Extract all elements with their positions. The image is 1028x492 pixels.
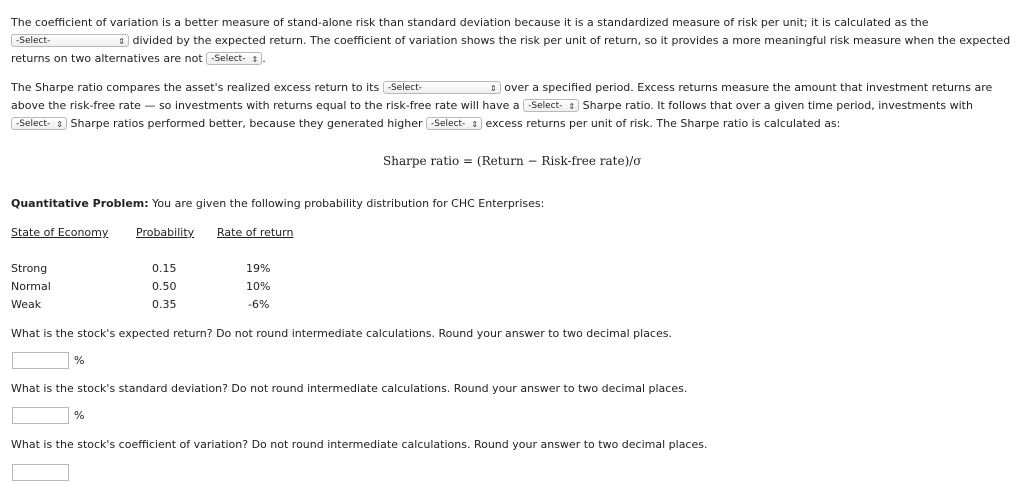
problem-statement — [11, 197, 544, 211]
higher-sharpe-select[interactable] — [11, 117, 67, 130]
question-cv: What is the stock's coefficient of variation? Do not round intermediate calculations. Round your answer to two decimal places. — [11, 438, 708, 451]
select-arrows-icon: ⇕ — [568, 101, 576, 111]
para2-line3 — [11, 117, 840, 131]
cv-input[interactable] — [12, 464, 69, 481]
row-probability: 0.35 — [152, 298, 177, 311]
row-probability: 0.50 — [152, 280, 177, 293]
question-expected-return: What is the stock's expected return? Do not round intermediate calculations. Round your answer to two decimal places. — [11, 327, 672, 340]
risk-free-sharpe-select[interactable] — [523, 99, 579, 112]
percent-unit: % — [74, 354, 85, 367]
para1-line1: The coefficient of variation is a better measure of stand-alone risk than standard deviation because it is a standardized measure of risk per unit; it is calculated as the — [11, 16, 929, 29]
select-arrows-icon: ⇕ — [56, 119, 63, 129]
select-value: -Select- — [16, 118, 51, 129]
select-arrows-icon: ⇕ — [471, 119, 479, 129]
header-state: State of Economy — [11, 226, 109, 239]
select-value: -Select- — [431, 118, 466, 129]
para2-line1-a: The Sharpe ratio compares the asset's realized excess return to its — [11, 81, 380, 94]
row-state: Strong — [11, 262, 48, 275]
row-probability: 0.15 — [152, 262, 177, 275]
para2-line1 — [11, 81, 992, 95]
sharpe-formula: Sharpe ratio = (Return − Risk-free rate)/σ — [383, 154, 642, 168]
para2-line2-a: above the risk-free rate — so investments with returns equal to the risk-free rate will have a — [11, 99, 520, 112]
para1-line3-end: . — [262, 52, 266, 65]
row-rate: 19% — [246, 262, 271, 275]
problem-label: Quantitative Problem: — [11, 197, 149, 210]
problem-text: You are given the following probability distribution for CHC Enterprises: — [152, 197, 545, 210]
select-arrows-icon: ⇕ — [251, 54, 259, 64]
alternatives-select[interactable] — [206, 52, 262, 65]
select-value: -Select- — [528, 100, 563, 111]
row-state: Weak — [11, 298, 42, 311]
sharpe-denominator-select[interactable] — [383, 81, 501, 94]
question-std-dev: What is the stock's standard deviation? Do not round intermediate calculations. Round your answer to two decimal places. — [11, 382, 688, 395]
para1-line3-text: returns on two alternatives are not — [11, 52, 203, 65]
cv-numerator-select[interactable] — [11, 34, 129, 47]
expected-return-input[interactable] — [12, 352, 69, 369]
para1-line2 — [11, 34, 1010, 48]
row-state: Normal — [11, 280, 51, 293]
header-rate: Rate of return — [217, 226, 294, 239]
header-probability: Probability — [136, 226, 195, 239]
para2-line1-b: over a specified period. Excess returns measure the amount that investment returns are — [504, 81, 993, 94]
para2-line3-a: Sharpe ratios performed better, because they generated higher — [70, 117, 423, 130]
std-dev-input[interactable] — [12, 407, 69, 424]
row-rate: -6% — [248, 298, 270, 311]
para2-line2-b: Sharpe ratio. It follows that over a given time period, investments with — [582, 99, 973, 112]
para1-line3 — [11, 52, 266, 66]
row-rate: 10% — [246, 280, 271, 293]
percent-unit: % — [74, 409, 85, 422]
para1-line2-text: divided by the expected return. The coefficient of variation shows the risk per unit of return, so it provides a more meaningful risk measure when the expected — [132, 34, 1011, 47]
para2-line2 — [11, 99, 973, 113]
select-value: -Select- — [387, 82, 422, 93]
para2-line3-b: excess returns per unit of risk. The Sharpe ratio is calculated as: — [485, 117, 841, 130]
excess-returns-select[interactable] — [426, 117, 482, 130]
select-arrows-icon: ⇕ — [118, 36, 125, 46]
select-value: -Select- — [211, 53, 246, 64]
select-arrows-icon: ⇕ — [490, 83, 497, 93]
select-value: -Select- — [16, 35, 51, 46]
